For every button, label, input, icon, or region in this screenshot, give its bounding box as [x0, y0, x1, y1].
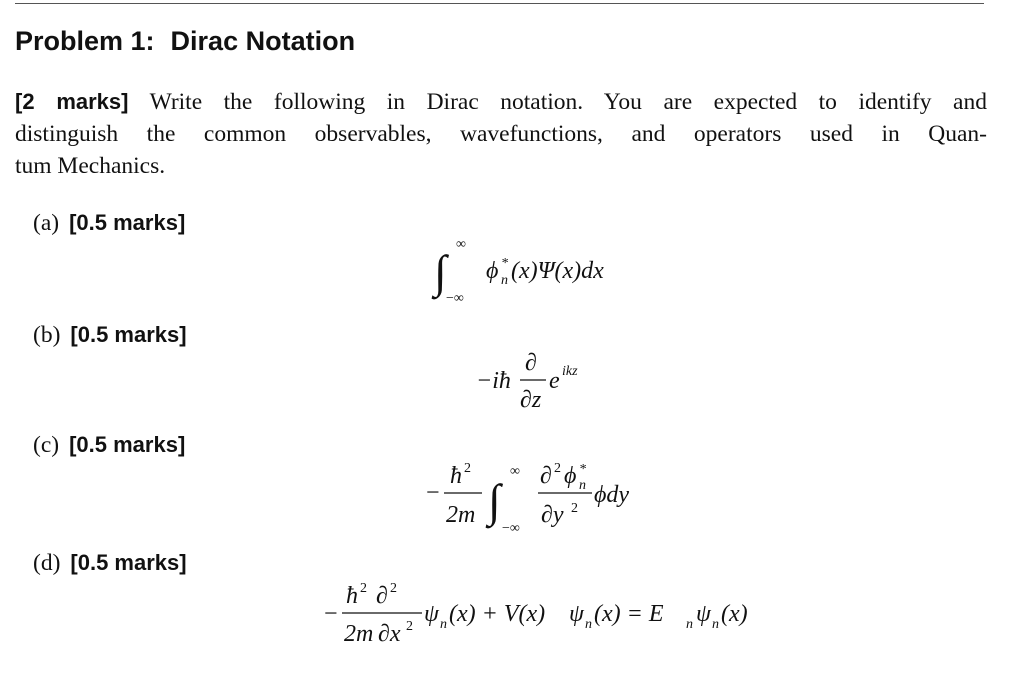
equation-c — [424, 452, 664, 542]
equation-a — [420, 232, 660, 312]
psi-symbol: ψ — [424, 601, 439, 627]
problem-number: Problem 1: — [15, 26, 155, 56]
integral-upper-limit: ∞ — [456, 237, 466, 252]
problem-title — [15, 26, 355, 57]
part-a-heading — [33, 210, 185, 237]
subscript-n-3: n — [712, 617, 719, 632]
partial-order: 2 — [390, 581, 397, 596]
minus-sign: − — [324, 601, 338, 627]
part-d-heading — [33, 550, 187, 577]
conjugate-star: * — [579, 462, 586, 477]
subscript-n: n — [579, 478, 586, 493]
integral-sign: ∫ — [434, 246, 447, 297]
phi-symbol: ϕ — [486, 258, 499, 284]
denominator-2m: 2m — [344, 621, 374, 647]
conjugate-star: * — [501, 256, 508, 271]
integral-upper-limit: ∞ — [510, 464, 520, 479]
subscript-n: n — [501, 273, 508, 288]
integrand-rest: (x)Ψ(x)dx — [511, 258, 604, 284]
dy-denominator: ∂y — [541, 502, 564, 528]
integral-sign: ∫ — [488, 475, 501, 526]
hbar-numerator: ħ — [450, 463, 462, 489]
exp-exponent: ikz — [562, 364, 578, 379]
prefix-ihbar: −iħ — [476, 368, 511, 394]
integral-lower-limit: −∞ — [446, 291, 464, 306]
hbar-squared: 2 — [360, 581, 367, 596]
part-marks: [0.5 marks] — [70, 322, 187, 347]
partial-numerator: ∂ — [376, 583, 388, 609]
part-b-heading — [33, 322, 187, 349]
intro-line-1: [2 marks] Write the following in Dirac notation. You are expected to identify and — [15, 89, 987, 115]
part-label: (b) — [33, 322, 61, 348]
minus-sign: − — [426, 480, 440, 506]
fraction-denominator: 2m — [446, 502, 476, 528]
hbar-squared: 2 — [464, 461, 471, 476]
energy-subscript-n: n — [686, 617, 693, 632]
equation-b — [472, 340, 612, 420]
equation-body-2: (x) = E — [594, 601, 664, 627]
top-rule — [15, 3, 984, 4]
psi-symbol-2: ψ — [569, 601, 584, 627]
part-label: (c) — [33, 432, 60, 458]
derivative-denominator: ∂z — [520, 387, 542, 413]
dx-squared: 2 — [406, 619, 413, 634]
part-label: (d) — [33, 550, 61, 576]
exp-base: e — [549, 368, 560, 394]
equation-end: (x) — [721, 601, 748, 627]
intro-marks: [2 marks] — [15, 89, 129, 114]
intro-line-2: distinguish the common observables, wavefunctions, and operators used in Quan- — [15, 121, 987, 147]
equation-body: (x) + V(x) — [449, 601, 546, 627]
integral-lower-limit: −∞ — [502, 521, 520, 536]
phi-symbol: ϕ — [564, 463, 577, 489]
equation-d — [322, 568, 762, 648]
problem-intro — [15, 86, 987, 182]
problem-topic: Dirac Notation — [170, 26, 356, 56]
subscript-n-2: n — [585, 617, 592, 632]
integrand-tail: ϕdy — [594, 482, 630, 508]
part-label: (a) — [33, 210, 60, 236]
part-marks: [0.5 marks] — [69, 210, 186, 235]
denominator-dx: ∂x — [378, 621, 401, 647]
partial-order: 2 — [554, 461, 561, 476]
intro-line-3: tum Mechanics. — [15, 153, 166, 179]
part-c-heading — [33, 432, 185, 459]
subscript-n: n — [440, 617, 447, 632]
derivative-numerator: ∂ — [525, 350, 537, 376]
part-marks: [0.5 marks] — [70, 550, 187, 575]
hbar-numerator: ħ — [346, 583, 358, 609]
second-partial: ∂ — [540, 463, 552, 489]
part-marks: [0.5 marks] — [69, 432, 186, 457]
psi-symbol-3: ψ — [696, 601, 711, 627]
dy-squared: 2 — [571, 501, 578, 516]
